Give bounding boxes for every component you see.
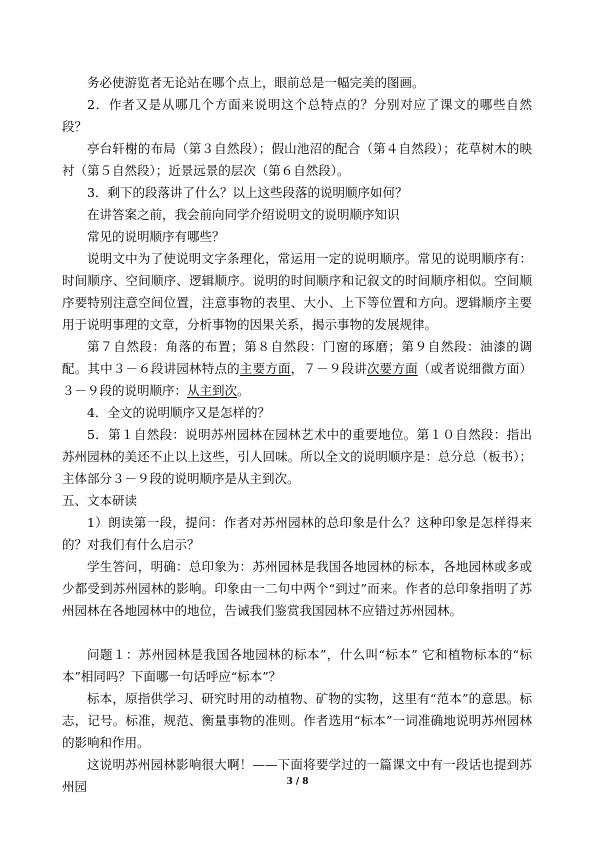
answer-5: 5．第１自然段：说明苏州园林在园林艺术中的重要地位。第１０自然段：指出苏州园林的美还不止以上这些，引人回味。所以全文的说明顺序是：总分总（板书）；主体部分３－９段的说明顺序是从主到次。 xyxy=(62,427,532,486)
paragraph: 这说明苏州园林影响很大啊！——下面将要学过的一篇课文中有一段话也提到苏州园 xyxy=(62,757,532,794)
answer-3 xyxy=(62,336,532,402)
text-span: ，７－９段讲 xyxy=(290,361,367,376)
problem-1: 问题１：苏州园林是我国各地园林的标本”，什么叫“标本” 它和植物标本的“标本”相同吗？下面哪一句话呼应“标本”？ xyxy=(62,647,532,684)
question-2: 2．作者又是从哪几个方面来说明这个总特点的？分别对应了课文的哪些自然段？ xyxy=(62,97,532,134)
text-span: 。 xyxy=(237,383,250,398)
question-reading: 1）朗读第一段，提问：作者对苏州园林的总印象是什么？这种印象是怎样得来的？对我们有什么启示？ xyxy=(62,515,532,552)
page-number: 3 / 8 xyxy=(286,777,309,787)
text-span: 第７自然段：角落的布置；第８自然段：门窗的琢磨；第９自然段：油漆的调配。其中３－６段讲园林特点的 xyxy=(62,339,532,376)
definition-paragraph: 标本，原指供学习、研究时用的动植物、矿物的实物，这里有“范本”的意思。标志，记号。标准，规范、衡量事物的准则。作者选用“标本”一词准确地说明苏州园林的影响和作用。 xyxy=(62,691,532,750)
student-answer: 学生答问，明确：总印象为：苏州园林是我国各地园林的标本，各地园林或多或少都受到苏州园林的影响。印象由一二句中两个“到过”而来。作者的总印象指明了苏州园林在各地园林中的地位，告诫我们鉴赏我国园林不应错过苏州园林。 xyxy=(62,559,532,618)
underlined-term: 主要方面 xyxy=(239,361,291,376)
underlined-term: 从主到次 xyxy=(187,383,238,398)
text-span: （或者说细微方面）３－９段的说明顺序： xyxy=(62,361,532,398)
underlined-term: 次要方面 xyxy=(366,361,418,376)
section-heading: 五、文本研读 xyxy=(62,493,138,508)
paragraph: 常见的说明顺序有哪些？ xyxy=(87,229,225,244)
paragraph: 务必使游览者无论站在哪个点上，眼前总是一幅完美的图画。 xyxy=(87,75,425,90)
body-text xyxy=(62,72,532,798)
question-3: 3．剩下的段落讲了什么？以上这些段落的说明顺序如何？ xyxy=(87,185,408,200)
question-4: 4．全文的说明顺序又是怎样的？ xyxy=(87,405,270,420)
blank-line xyxy=(62,622,532,644)
explanation-paragraph: 说明文中为了使说明文字条理化，常运用一定的说明顺序。常见的说明顺序有：时间顺序、空间顺序、逻辑顺序。说明的时间顺序和记叙文的时间顺序相似。空间顺序要特别注意空间位置，注意事物的表里、大小、上下等位置和方向。逻辑顺序主要用于说明事理的文章，分析事物的因果关系，揭示事物的发展规律。 xyxy=(62,251,532,332)
paragraph: 在讲答案之前，我会前向同学介绍说明文的说明顺序知识 xyxy=(87,207,400,222)
answer-2: 亭台轩榭的布局（第３自然段）；假山池沼的配合（第４自然段）；花草树木的映衬（第５自然段）；近景远景的层次（第６自然段）。 xyxy=(62,141,532,178)
